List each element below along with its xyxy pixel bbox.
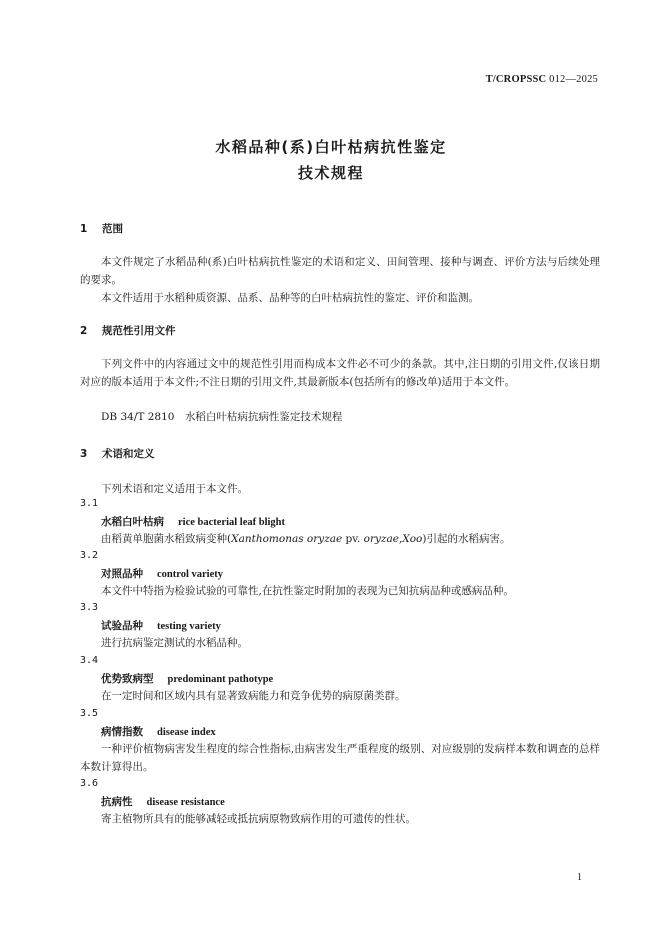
- term-heading: 优势致病型 predominant pathotype: [101, 673, 274, 685]
- term-definition: 寄主植物所具有的能够减轻或抵抗病原物致病作用的可遗传的性状。: [101, 813, 416, 825]
- document-title-line2: 技术规程: [297, 164, 364, 182]
- term-definition: 一种评价植物病害发生程度的综合性指标,由病害发生严重程度的级别、对应级别的发病样本数和调查的总样本数计算得出。: [80, 743, 600, 773]
- term-heading: 水稻白叶枯病 rice bacterial leaf blight: [101, 516, 286, 528]
- terms-intro: 下列术语和定义适用于本文件。: [101, 483, 248, 495]
- term-number: 3.1: [80, 498, 99, 509]
- term-number: 3.3: [80, 602, 99, 613]
- section-heading-terms: 3 术语和定义: [80, 448, 155, 460]
- term-number: 3.4: [80, 655, 99, 666]
- section-heading-scope: 1 范围: [80, 223, 123, 235]
- term-definition: 进行抗病鉴定测试的水稻品种。: [101, 637, 248, 649]
- term-heading: 抗病性 disease resistance: [101, 796, 225, 808]
- section-heading-normative-references: 2 规范性引用文件: [80, 325, 176, 337]
- term-number: 3.5: [80, 708, 99, 719]
- term-definition: 由稻黄单胞菌水稻致病变种(Xanthomonas oryzae pv. oryzae,Xoo)引起的水稻病害。: [101, 533, 511, 545]
- normative-reference-item: DB 34/T 2810 水稻白叶枯病抗病性鉴定技术规程: [101, 411, 343, 423]
- term-number: 3.2: [80, 550, 99, 561]
- scope-paragraph-2: 本文件适用于水稻种质资源、品系、品种等的白叶枯病抗性的鉴定、评价和监测。: [101, 292, 479, 304]
- document-title-line1: 水稻品种(系)白叶枯病抗性鉴定: [215, 138, 447, 156]
- term-heading: 病情指数 disease index: [101, 726, 216, 738]
- scope-paragraph-1: 本文件规定了水稻品种(系)白叶枯病抗性鉴定的术语和定义、田间管理、接种与调查、评价方法与后续处理的要求。: [80, 256, 600, 286]
- term-definition: 在一定时间和区域内具有显著致病能力和竞争优势的病原菌类群。: [101, 690, 406, 702]
- standard-code: T/CROPSSC 012—2025: [485, 74, 598, 85]
- term-heading: 对照品种 control variety: [101, 568, 223, 580]
- term-definition: 本文件中特指为检验试验的可靠性,在抗性鉴定时附加的表现为已知抗病品种或感病品种。: [101, 585, 514, 597]
- normative-paragraph: 下列文件中的内容通过文中的规范性引用而构成本文件必不可少的条款。其中,注日期的引用文件,仅该日期对应的版本适用于本文件;不注日期的引用文件,其最新版本(包括所有的修改单)适用于本文件。: [80, 358, 600, 388]
- term-heading: 试验品种 testing variety: [101, 620, 221, 632]
- page-number: 1: [577, 872, 582, 883]
- term-number: 3.6: [80, 778, 99, 789]
